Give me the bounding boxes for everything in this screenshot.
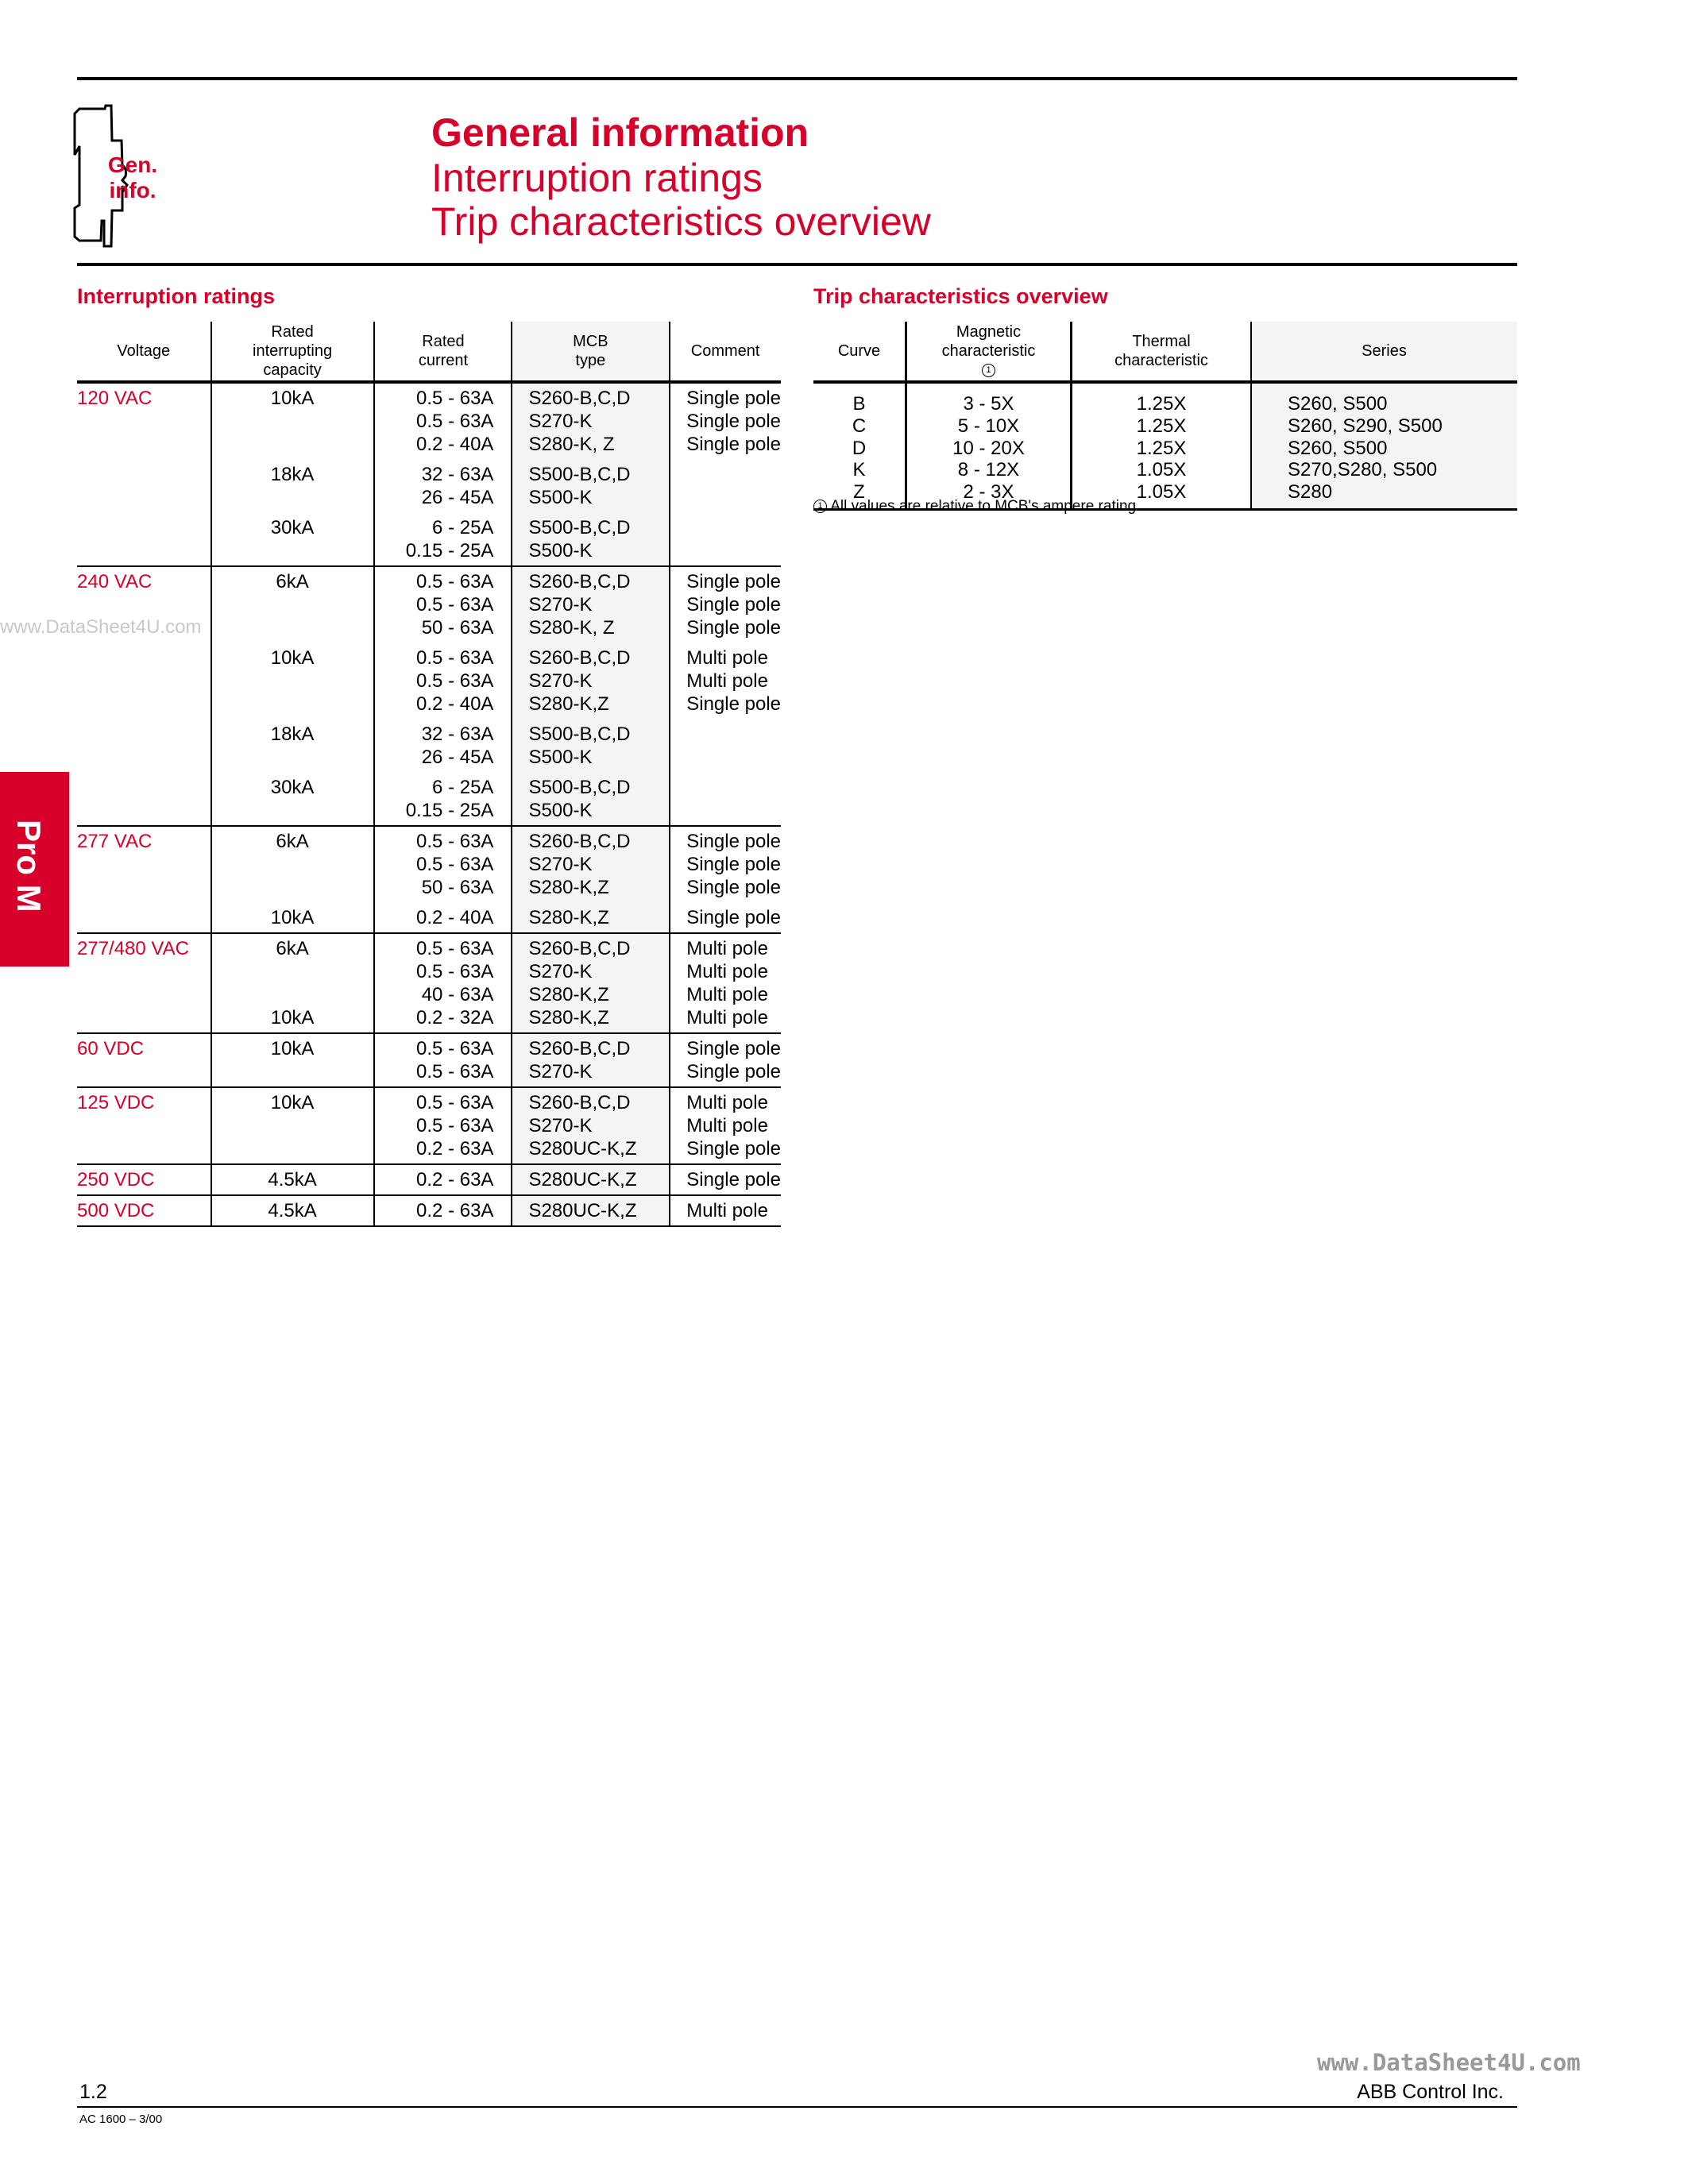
current-value: 32 - 63A bbox=[421, 723, 494, 745]
mcb-type-value: S280-K,Z bbox=[528, 1007, 609, 1028]
line-block bbox=[528, 570, 669, 639]
mcb-type-value: S280-K,Z bbox=[528, 877, 609, 898]
current-value: 0.2 - 40A bbox=[416, 434, 494, 455]
capacity-value: 10kA bbox=[270, 647, 315, 669]
capacity-block bbox=[212, 776, 373, 822]
trip-value: 1.25X bbox=[1136, 393, 1187, 415]
comment-value: Single pole bbox=[686, 594, 781, 615]
line-block bbox=[686, 1006, 781, 1029]
current-value: 0.15 - 25A bbox=[405, 800, 494, 821]
comment-value bbox=[686, 516, 781, 539]
capacity-value: 10kA bbox=[270, 1038, 315, 1059]
mcb-type-value: S500-B,C,D bbox=[528, 777, 631, 798]
comment-value: Single pole bbox=[686, 411, 781, 432]
text: Rated interrupting capacity bbox=[253, 323, 333, 379]
mcb-type-value: S280-K, Z bbox=[528, 617, 615, 639]
spacer bbox=[212, 853, 373, 876]
line-block bbox=[375, 463, 494, 509]
mcb-type-value: S280-K, Z bbox=[528, 434, 615, 455]
interruption-heading: Interruption ratings bbox=[77, 284, 275, 308]
line-block bbox=[375, 830, 494, 899]
current-value: 0.5 - 63A bbox=[416, 1061, 494, 1082]
line-block bbox=[375, 1006, 494, 1029]
comment-value: Single pole bbox=[686, 571, 781, 592]
voltage-cell: 125 VDC bbox=[77, 1087, 211, 1164]
current-value: 0.5 - 63A bbox=[416, 1038, 494, 1059]
mcb-type-value: S270-K bbox=[528, 1115, 593, 1136]
capacity-value: 30kA bbox=[270, 517, 315, 538]
current-value: 0.2 - 63A bbox=[416, 1200, 494, 1221]
trip-value: S260, S500 bbox=[1288, 437, 1388, 459]
comment-cell bbox=[670, 382, 781, 566]
current-value: 0.15 - 25A bbox=[405, 540, 494, 561]
trip-value: Z bbox=[853, 481, 865, 504]
capacity-value: 6kA bbox=[276, 831, 309, 852]
trip-value: D bbox=[852, 437, 867, 459]
comment-value: Single pole bbox=[686, 1038, 781, 1059]
line-block bbox=[686, 1091, 781, 1160]
comment-value bbox=[686, 776, 781, 799]
comment-value: Multi pole bbox=[686, 938, 768, 959]
mcb-type-value: S270-K bbox=[528, 411, 593, 432]
spacer bbox=[212, 876, 373, 899]
comment-cell bbox=[670, 1164, 781, 1195]
spacer bbox=[212, 1114, 373, 1137]
current-value: 26 - 45A bbox=[421, 747, 494, 768]
mcb-type-value: S260-B,C,D bbox=[528, 1092, 631, 1113]
comment-value: Multi pole bbox=[686, 1200, 768, 1221]
spacer bbox=[212, 433, 373, 456]
trip-value: 1.05X bbox=[1136, 481, 1187, 504]
capacity-cell bbox=[211, 1033, 374, 1087]
spacer bbox=[212, 1137, 373, 1160]
current-value: 0.5 - 63A bbox=[416, 571, 494, 592]
line-block bbox=[528, 1168, 669, 1191]
trip-value: K bbox=[852, 459, 866, 481]
capacity-block bbox=[212, 387, 373, 456]
current-value: 0.2 - 40A bbox=[416, 693, 494, 715]
table-row bbox=[77, 1087, 781, 1164]
spacer bbox=[212, 410, 373, 433]
comment-cell bbox=[670, 826, 781, 933]
current-value: 32 - 63A bbox=[421, 464, 494, 485]
col-current bbox=[374, 322, 512, 382]
voltage-cell: 120 VAC bbox=[77, 382, 211, 566]
text: MCB type bbox=[573, 333, 608, 369]
line-block bbox=[375, 1037, 494, 1083]
capacity-block bbox=[212, 1091, 373, 1160]
line-block bbox=[528, 830, 669, 899]
current-value: 0.5 - 63A bbox=[416, 1092, 494, 1113]
comment-value: Single pole bbox=[686, 877, 781, 898]
mcb-type-value: S270-K bbox=[528, 961, 593, 982]
line-block bbox=[528, 1037, 669, 1083]
current-cell bbox=[374, 1087, 512, 1164]
mcb-type-value: S280UC-K,Z bbox=[528, 1200, 637, 1221]
mcb-type-value: S270-K bbox=[528, 1061, 593, 1082]
capacity-block bbox=[212, 906, 373, 929]
line-block bbox=[528, 516, 669, 562]
mcb-type-value: S270-K bbox=[528, 594, 593, 615]
col-curve: Curve bbox=[813, 322, 906, 382]
line-block bbox=[528, 1006, 669, 1029]
comment-cell bbox=[670, 566, 781, 826]
comment-value: Multi pole bbox=[686, 647, 768, 669]
spacer bbox=[212, 746, 373, 769]
line-block bbox=[528, 646, 669, 716]
comment-value: Multi pole bbox=[686, 961, 768, 982]
current-value: 0.5 - 63A bbox=[416, 388, 494, 409]
capacity-cell bbox=[211, 1195, 374, 1226]
footnote-mark-icon: 1 bbox=[813, 500, 827, 513]
spacer bbox=[212, 616, 373, 639]
table-row bbox=[77, 382, 781, 566]
comment-value bbox=[686, 799, 781, 822]
current-value: 50 - 63A bbox=[421, 617, 494, 639]
mcb-type-value: S260-B,C,D bbox=[528, 647, 631, 669]
capacity-value: 30kA bbox=[270, 777, 315, 798]
line-block bbox=[528, 1199, 669, 1222]
mcb-type-value: S260-B,C,D bbox=[528, 1038, 631, 1059]
footnote bbox=[813, 498, 1140, 515]
logo-label bbox=[97, 152, 168, 203]
mcb-type-value: S500-K bbox=[528, 487, 593, 508]
mcb-type-value: S270-K bbox=[528, 670, 593, 692]
col-capacity bbox=[211, 322, 374, 382]
mcb-type-value: S500-K bbox=[528, 800, 593, 821]
line-block bbox=[375, 723, 494, 769]
line-block bbox=[375, 646, 494, 716]
doc-code: AC 1600 – 3/00 bbox=[79, 2113, 163, 2126]
table-row bbox=[77, 1164, 781, 1195]
capacity-block bbox=[212, 1006, 373, 1029]
spacer bbox=[212, 669, 373, 693]
capacity-cell bbox=[211, 826, 374, 933]
text: Rated current bbox=[418, 333, 469, 369]
line-block bbox=[686, 570, 781, 639]
comment-value: Multi pole bbox=[686, 1092, 768, 1113]
line-block bbox=[686, 646, 781, 716]
footer-rule bbox=[77, 2106, 1517, 2108]
capacity-block bbox=[212, 463, 373, 509]
capacity-block bbox=[212, 570, 373, 639]
spacer bbox=[212, 693, 373, 716]
side-tab-label: Pro M bbox=[10, 820, 48, 913]
current-cell bbox=[374, 933, 512, 1033]
current-value: 0.5 - 63A bbox=[416, 831, 494, 852]
logo-line1: Gen. bbox=[107, 152, 158, 177]
capacity-value: 4.5kA bbox=[268, 1169, 317, 1190]
line-block bbox=[528, 463, 669, 509]
mcb-type-value: S500-K bbox=[528, 540, 593, 561]
comment-cell bbox=[670, 1033, 781, 1087]
mcb-type-value: S280-K,Z bbox=[528, 907, 609, 928]
comment-value bbox=[686, 463, 781, 486]
mcb-type-cell bbox=[512, 1195, 670, 1226]
current-value: 0.2 - 63A bbox=[416, 1138, 494, 1160]
current-value: 0.5 - 63A bbox=[416, 854, 494, 875]
trip-value: S260, S500 bbox=[1288, 393, 1388, 415]
table-row bbox=[77, 566, 781, 826]
line-block bbox=[375, 1199, 494, 1222]
spacer bbox=[212, 1060, 373, 1083]
line-block bbox=[375, 387, 494, 456]
line-block bbox=[686, 1168, 781, 1191]
capacity-block bbox=[212, 516, 373, 562]
capacity-block bbox=[212, 646, 373, 716]
mcb-type-value: S280UC-K,Z bbox=[528, 1169, 637, 1190]
current-value: 0.2 - 32A bbox=[416, 1007, 494, 1028]
capacity-value: 6kA bbox=[276, 938, 309, 959]
line-block bbox=[375, 570, 494, 639]
current-cell bbox=[374, 382, 512, 566]
line-block bbox=[528, 387, 669, 456]
line-block bbox=[686, 387, 781, 456]
capacity-value: 10kA bbox=[270, 1092, 315, 1113]
spacer bbox=[212, 799, 373, 822]
comment-value: Multi pole bbox=[686, 984, 768, 1005]
comment-value: Single pole bbox=[686, 693, 781, 715]
mcb-type-cell bbox=[512, 826, 670, 933]
comment-value: Single pole bbox=[686, 388, 781, 409]
curve-cell bbox=[813, 382, 906, 509]
trip-value: 8 - 12X bbox=[957, 459, 1020, 481]
line-block bbox=[375, 776, 494, 822]
capacity-block bbox=[212, 1199, 373, 1222]
mcb-type-cell bbox=[512, 566, 670, 826]
trip-value: 3 - 5X bbox=[963, 393, 1014, 415]
mcb-type-cell bbox=[512, 382, 670, 566]
mcb-type-value: S270-K bbox=[528, 854, 593, 875]
trip-value: S280 bbox=[1288, 481, 1333, 504]
capacity-value: 6kA bbox=[276, 571, 309, 592]
series-cell bbox=[1251, 382, 1517, 509]
comment-value bbox=[686, 539, 781, 562]
text: Thermal characteristic bbox=[1114, 333, 1208, 369]
line-block bbox=[686, 937, 781, 1006]
line-block bbox=[528, 1091, 669, 1160]
text: All values are relative to MCB's ampere rating. bbox=[830, 498, 1141, 515]
logo-line2: info. bbox=[109, 178, 156, 203]
voltage-cell: 500 VDC bbox=[77, 1195, 211, 1226]
comment-value: Single pole bbox=[686, 434, 781, 455]
trip-value: S270,S280, S500 bbox=[1288, 459, 1438, 481]
current-value: 50 - 63A bbox=[421, 877, 494, 898]
comment-value: Single pole bbox=[686, 854, 781, 875]
spacer bbox=[212, 983, 373, 1006]
capacity-value: 10kA bbox=[270, 388, 315, 409]
current-value: 26 - 45A bbox=[421, 487, 494, 508]
page-subtitle-1: Interruption ratings bbox=[431, 156, 763, 200]
top-rule bbox=[77, 77, 1517, 80]
trip-value: 1.05X bbox=[1136, 459, 1187, 481]
current-value: 0.5 - 63A bbox=[416, 1115, 494, 1136]
mcb-type-value: S280-K,Z bbox=[528, 693, 609, 715]
header-rule bbox=[77, 263, 1517, 266]
comment-value bbox=[686, 746, 781, 769]
col-magnetic bbox=[906, 322, 1072, 382]
current-value: 0.5 - 63A bbox=[416, 938, 494, 959]
current-value: 6 - 25A bbox=[432, 517, 494, 538]
trip-characteristics-table bbox=[813, 322, 1517, 511]
capacity-value: 18kA bbox=[270, 723, 315, 745]
spacer bbox=[212, 539, 373, 562]
current-cell bbox=[374, 1033, 512, 1087]
table-row bbox=[77, 1195, 781, 1226]
col-mcb-type bbox=[512, 322, 670, 382]
line-block bbox=[528, 723, 669, 769]
comment-value: Multi pole bbox=[686, 1007, 768, 1028]
page-subtitle-2: Trip characteristics overview bbox=[431, 199, 931, 244]
comment-value: Single pole bbox=[686, 1169, 781, 1190]
current-value: 0.5 - 63A bbox=[416, 647, 494, 669]
voltage-cell: 277/480 VAC bbox=[77, 933, 211, 1033]
mcb-type-value: S260-B,C,D bbox=[528, 831, 631, 852]
capacity-value: 18kA bbox=[270, 464, 315, 485]
capacity-cell bbox=[211, 382, 374, 566]
watermark: www.DataSheet4U.com bbox=[0, 616, 202, 638]
voltage-cell: 240 VAC bbox=[77, 566, 211, 826]
mcb-type-cell bbox=[512, 1033, 670, 1087]
line-block bbox=[528, 937, 669, 1006]
line-block bbox=[686, 516, 781, 562]
line-block bbox=[528, 906, 669, 929]
line-block bbox=[375, 1168, 494, 1191]
current-value: 0.5 - 63A bbox=[416, 670, 494, 692]
trip-heading: Trip characteristics overview bbox=[813, 284, 1108, 308]
spacer bbox=[212, 486, 373, 509]
line-block bbox=[686, 906, 781, 929]
table-row bbox=[77, 1033, 781, 1087]
line-block bbox=[528, 776, 669, 822]
line-block bbox=[375, 1091, 494, 1160]
current-value: 0.5 - 63A bbox=[416, 594, 494, 615]
mcb-type-value: S280-K,Z bbox=[528, 984, 609, 1005]
table-row bbox=[813, 382, 1517, 509]
mcb-type-value: S260-B,C,D bbox=[528, 388, 631, 409]
mcb-type-value: S500-B,C,D bbox=[528, 464, 631, 485]
mcb-type-value: S500-K bbox=[528, 747, 593, 768]
line-block bbox=[375, 906, 494, 929]
capacity-cell bbox=[211, 1164, 374, 1195]
line-block bbox=[375, 516, 494, 562]
mcb-type-cell bbox=[512, 1164, 670, 1195]
trip-value: S260, S290, S500 bbox=[1288, 415, 1443, 437]
comment-cell bbox=[670, 933, 781, 1033]
trip-value: 1.25X bbox=[1136, 437, 1187, 459]
mcb-type-cell bbox=[512, 1087, 670, 1164]
capacity-cell bbox=[211, 933, 374, 1033]
text: Magnetic characteristic bbox=[941, 323, 1036, 360]
line-block bbox=[686, 463, 781, 509]
line-block bbox=[375, 937, 494, 1006]
page-title: General information bbox=[431, 110, 809, 155]
col-comment: Comment bbox=[670, 322, 781, 382]
current-value: 40 - 63A bbox=[421, 984, 494, 1005]
line-block bbox=[686, 1199, 781, 1222]
capacity-value: 10kA bbox=[270, 907, 315, 928]
capacity-cell bbox=[211, 566, 374, 826]
capacity-block bbox=[212, 723, 373, 769]
trip-value: 5 - 10X bbox=[957, 415, 1020, 437]
comment-cell bbox=[670, 1087, 781, 1164]
col-series: Series bbox=[1251, 322, 1517, 382]
footnote-mark-icon: 1 bbox=[982, 364, 995, 377]
mcb-type-value: S280UC-K,Z bbox=[528, 1138, 637, 1160]
comment-value: Single pole bbox=[686, 617, 781, 639]
comment-value: Single pole bbox=[686, 1061, 781, 1082]
col-thermal bbox=[1072, 322, 1252, 382]
capacity-value: 10kA bbox=[270, 1007, 315, 1028]
trip-value: 1.25X bbox=[1136, 415, 1187, 437]
current-value: 0.5 - 63A bbox=[416, 961, 494, 982]
mcb-type-value: S260-B,C,D bbox=[528, 571, 631, 592]
col-voltage: Voltage bbox=[77, 322, 211, 382]
table-row bbox=[77, 826, 781, 933]
comment-value: Single pole bbox=[686, 1138, 781, 1160]
comment-value: Multi pole bbox=[686, 1115, 768, 1136]
side-tab bbox=[0, 772, 69, 967]
trip-value: C bbox=[852, 415, 867, 437]
mcb-type-value: S260-B,C,D bbox=[528, 938, 631, 959]
mcb-type-value: S500-B,C,D bbox=[528, 723, 631, 745]
comment-value bbox=[686, 486, 781, 509]
thermal-cell bbox=[1072, 382, 1252, 509]
voltage-cell: 60 VDC bbox=[77, 1033, 211, 1087]
current-cell bbox=[374, 1195, 512, 1226]
line-block bbox=[686, 723, 781, 769]
comment-value bbox=[686, 723, 781, 746]
interruption-ratings-table bbox=[77, 322, 781, 1227]
line-block bbox=[686, 776, 781, 822]
current-value: 0.2 - 40A bbox=[416, 907, 494, 928]
spacer bbox=[212, 960, 373, 983]
capacity-block bbox=[212, 1037, 373, 1083]
comment-value: Single pole bbox=[686, 831, 781, 852]
company-name: ABB Control Inc. bbox=[1357, 2081, 1504, 2103]
comment-value: Single pole bbox=[686, 907, 781, 928]
mcb-type-value: S500-B,C,D bbox=[528, 517, 631, 538]
trip-value: B bbox=[852, 393, 866, 415]
capacity-block bbox=[212, 830, 373, 899]
capacity-block bbox=[212, 937, 373, 1006]
current-cell bbox=[374, 1164, 512, 1195]
footer-watermark: www.DataSheet4U.com bbox=[1317, 2049, 1581, 2076]
line-block bbox=[686, 1037, 781, 1083]
table-row bbox=[77, 933, 781, 1033]
comment-cell bbox=[670, 1195, 781, 1226]
current-value: 0.2 - 63A bbox=[416, 1169, 494, 1190]
capacity-value: 4.5kA bbox=[268, 1200, 317, 1221]
trip-value: 2 - 3X bbox=[963, 481, 1014, 504]
capacity-block bbox=[212, 1168, 373, 1191]
current-value: 6 - 25A bbox=[432, 777, 494, 798]
trip-value: 10 - 20X bbox=[952, 437, 1025, 459]
comment-value: Multi pole bbox=[686, 670, 768, 692]
magnetic-cell bbox=[906, 382, 1072, 509]
voltage-cell: 250 VDC bbox=[77, 1164, 211, 1195]
voltage-cell: 277 VAC bbox=[77, 826, 211, 933]
page-number: 1.2 bbox=[79, 2081, 107, 2103]
mcb-type-cell bbox=[512, 933, 670, 1033]
current-cell bbox=[374, 566, 512, 826]
current-cell bbox=[374, 826, 512, 933]
line-block bbox=[686, 830, 781, 899]
capacity-cell bbox=[211, 1087, 374, 1164]
current-value: 0.5 - 63A bbox=[416, 411, 494, 432]
spacer bbox=[212, 593, 373, 616]
